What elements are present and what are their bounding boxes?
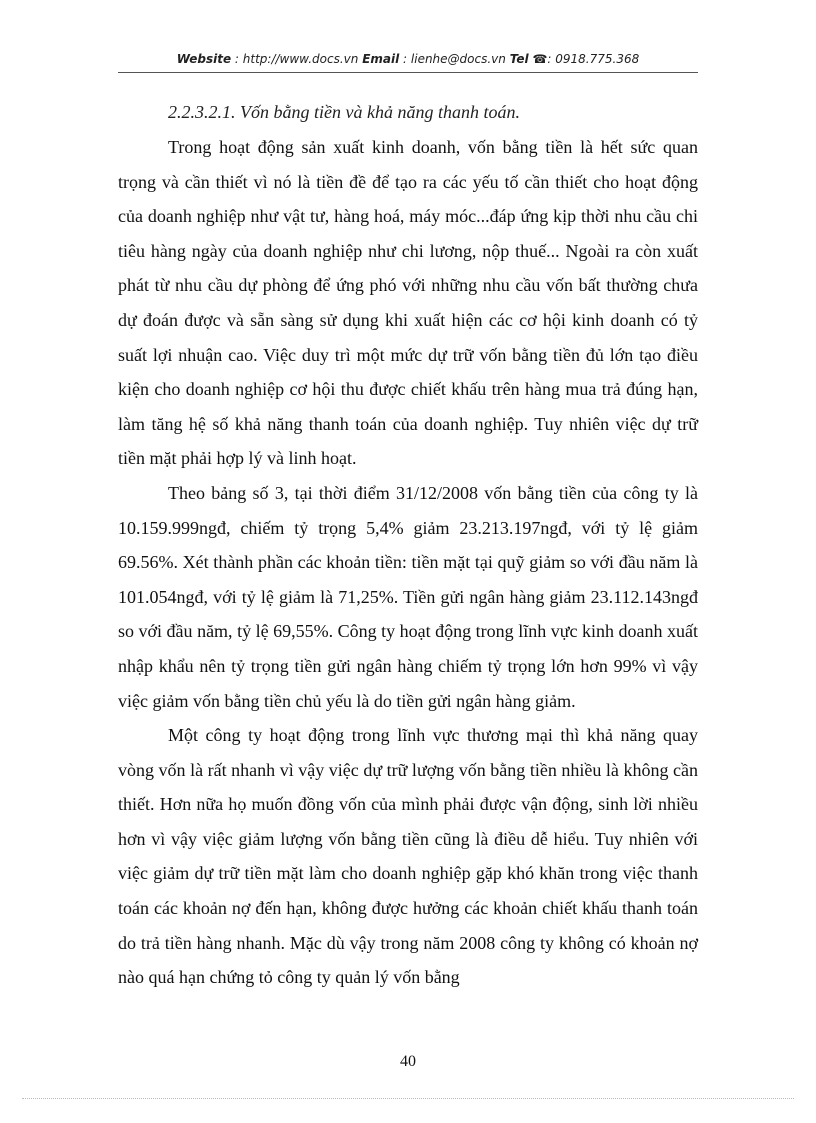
paragraph-2: Theo bảng số 3, tại thời điểm 31/12/2008 vốn bằng tiền của công ty là 10.159.999ngđ, chiếm tỷ trọng 5,4% giảm 23.213.197ngđ, với tỷ lệ giảm 69.56%. Xét thành phần các khoản tiền: tiền mặt tại quỹ giảm so với đầu năm là 101.054ngđ, với tỷ lệ giảm là 71,25%. Tiền gửi ngân hàng giảm 23.112.143ngđ so với đầu năm, tỷ lệ 69,55%. Công ty hoạt động trong lĩnh vực kinh doanh xuất nhập khẩu nên tỷ trọng tiền gửi ngân hàng chiếm tỷ trọng lớn hơn 99% vì vậy việc giảm vốn bằng tiền chủ yếu là do tiền gửi ngân hàng giảm. xyxy=(118,482,698,711)
tel-value: : 0918.775.368 xyxy=(547,52,640,66)
website-label: Website xyxy=(176,52,232,66)
email-value[interactable]: : lienhe@docs.vn xyxy=(403,52,506,66)
header-rule xyxy=(118,72,698,73)
page-number: 40 xyxy=(400,1053,416,1070)
website-url[interactable]: : http://www.docs.vn xyxy=(234,52,359,66)
paragraph-1: Trong hoạt động sản xuất kinh doanh, vốn bằng tiền là hết sức quan trọng và cần thiết vì nó là tiền đề để tạo ra các yếu tố cần thiết cho hoạt động của doanh nghiệp như vật tư, hàng hoá, máy móc...đáp ứng kịp thời nhu cầu chi tiêu hàng ngày của doanh nghiệp như chi lương, nộp thuế... Ngoài ra còn xuất phát từ nhu cầu dự phòng để ứng phó với những nhu cầu vốn bất thường chưa dự đoán được và sẵn sàng sử dụng khi xuất hiện các cơ hội kinh doanh có tỷ suất lợi nhuận cao. Việc duy trì một mức dự trữ vốn bằng tiền đủ lớn tạo điều kiện cho doanh nghiệp cơ hội thu được chiết khấu trên hàng mua trả đúng hạn, làm tăng hệ số khả năng thanh toán của doanh nghiệp. Tuy nhiên việc dự trữ tiền mặt phải hợp lý và linh hoạt. xyxy=(118,137,698,469)
tel-label: Tel xyxy=(509,52,529,66)
bottom-rule xyxy=(22,1098,794,1099)
section-title: 2.2.3.2.1. Vốn bằng tiền và khả năng thanh toán. xyxy=(168,102,520,122)
page-header xyxy=(0,52,816,66)
paragraph-3: Một công ty hoạt động trong lĩnh vực thương mại thì khả năng quay vòng vốn là rất nhanh vì vậy việc dự trữ lượng vốn bằng tiền nhiều là không cần thiết. Hơn nữa họ muốn đồng vốn của mình phải được vận động, sinh lời nhiều hơn vì vậy việc giảm lượng vốn bằng tiền cũng là điều dễ hiểu. Tuy nhiên với việc giảm dự trữ tiền mặt làm cho doanh nghiệp gặp khó khăn trong việc thanh toán các khoản nợ đến hạn, không được hưởng các khoản chiết khấu thanh toán do trả tiền hàng nhanh. Mặc dù vậy trong năm 2008 công ty không có khoản nợ nào quá hạn chứng tỏ công ty quản lý vốn bằng xyxy=(118,725,698,988)
email-label: Email xyxy=(362,52,400,66)
phone-icon: ☎ xyxy=(532,52,548,66)
body-text xyxy=(118,130,698,995)
